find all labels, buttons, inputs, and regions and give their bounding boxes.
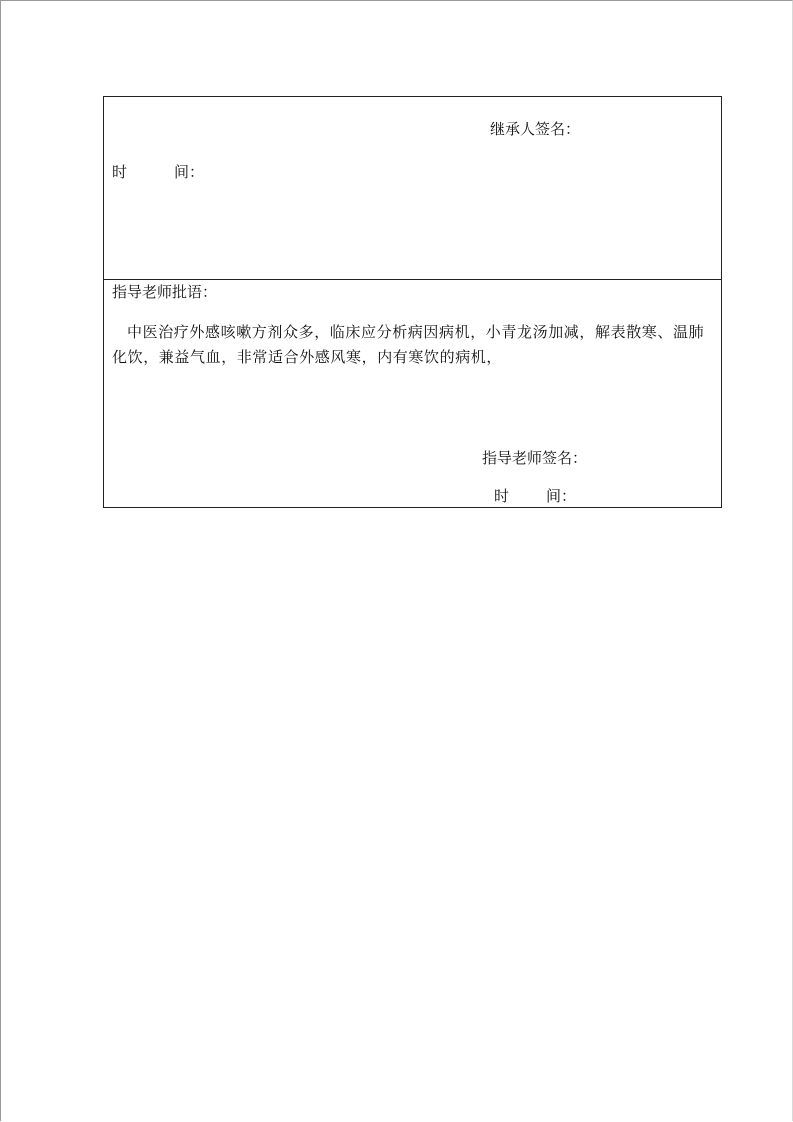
evaluation-form-table (103, 96, 722, 508)
teacher-time-label-right: 间： (546, 487, 577, 505)
successor-time-label (112, 163, 204, 181)
successor-signature-row (104, 97, 721, 280)
successor-time-label-left: 时 (112, 163, 128, 181)
teacher-signature-label: 指导老师签名： (482, 449, 588, 467)
teacher-time-label (494, 487, 576, 505)
successor-time-label-right: 间： (174, 163, 205, 181)
teacher-comment-row (104, 280, 721, 509)
successor-signature-label: 继承人签名： (490, 120, 581, 138)
teacher-time-label-left: 时 (494, 487, 510, 505)
teacher-comment-text: 中医治疗外感咳嗽方剂众多，临床应分析病因病机，小青龙汤加减，解表散寒、温肺化饮，兼益气血，非常适合外感风寒，内有寒饮的病机， (112, 323, 705, 366)
teacher-comment-heading: 指导老师批语： (112, 283, 218, 301)
